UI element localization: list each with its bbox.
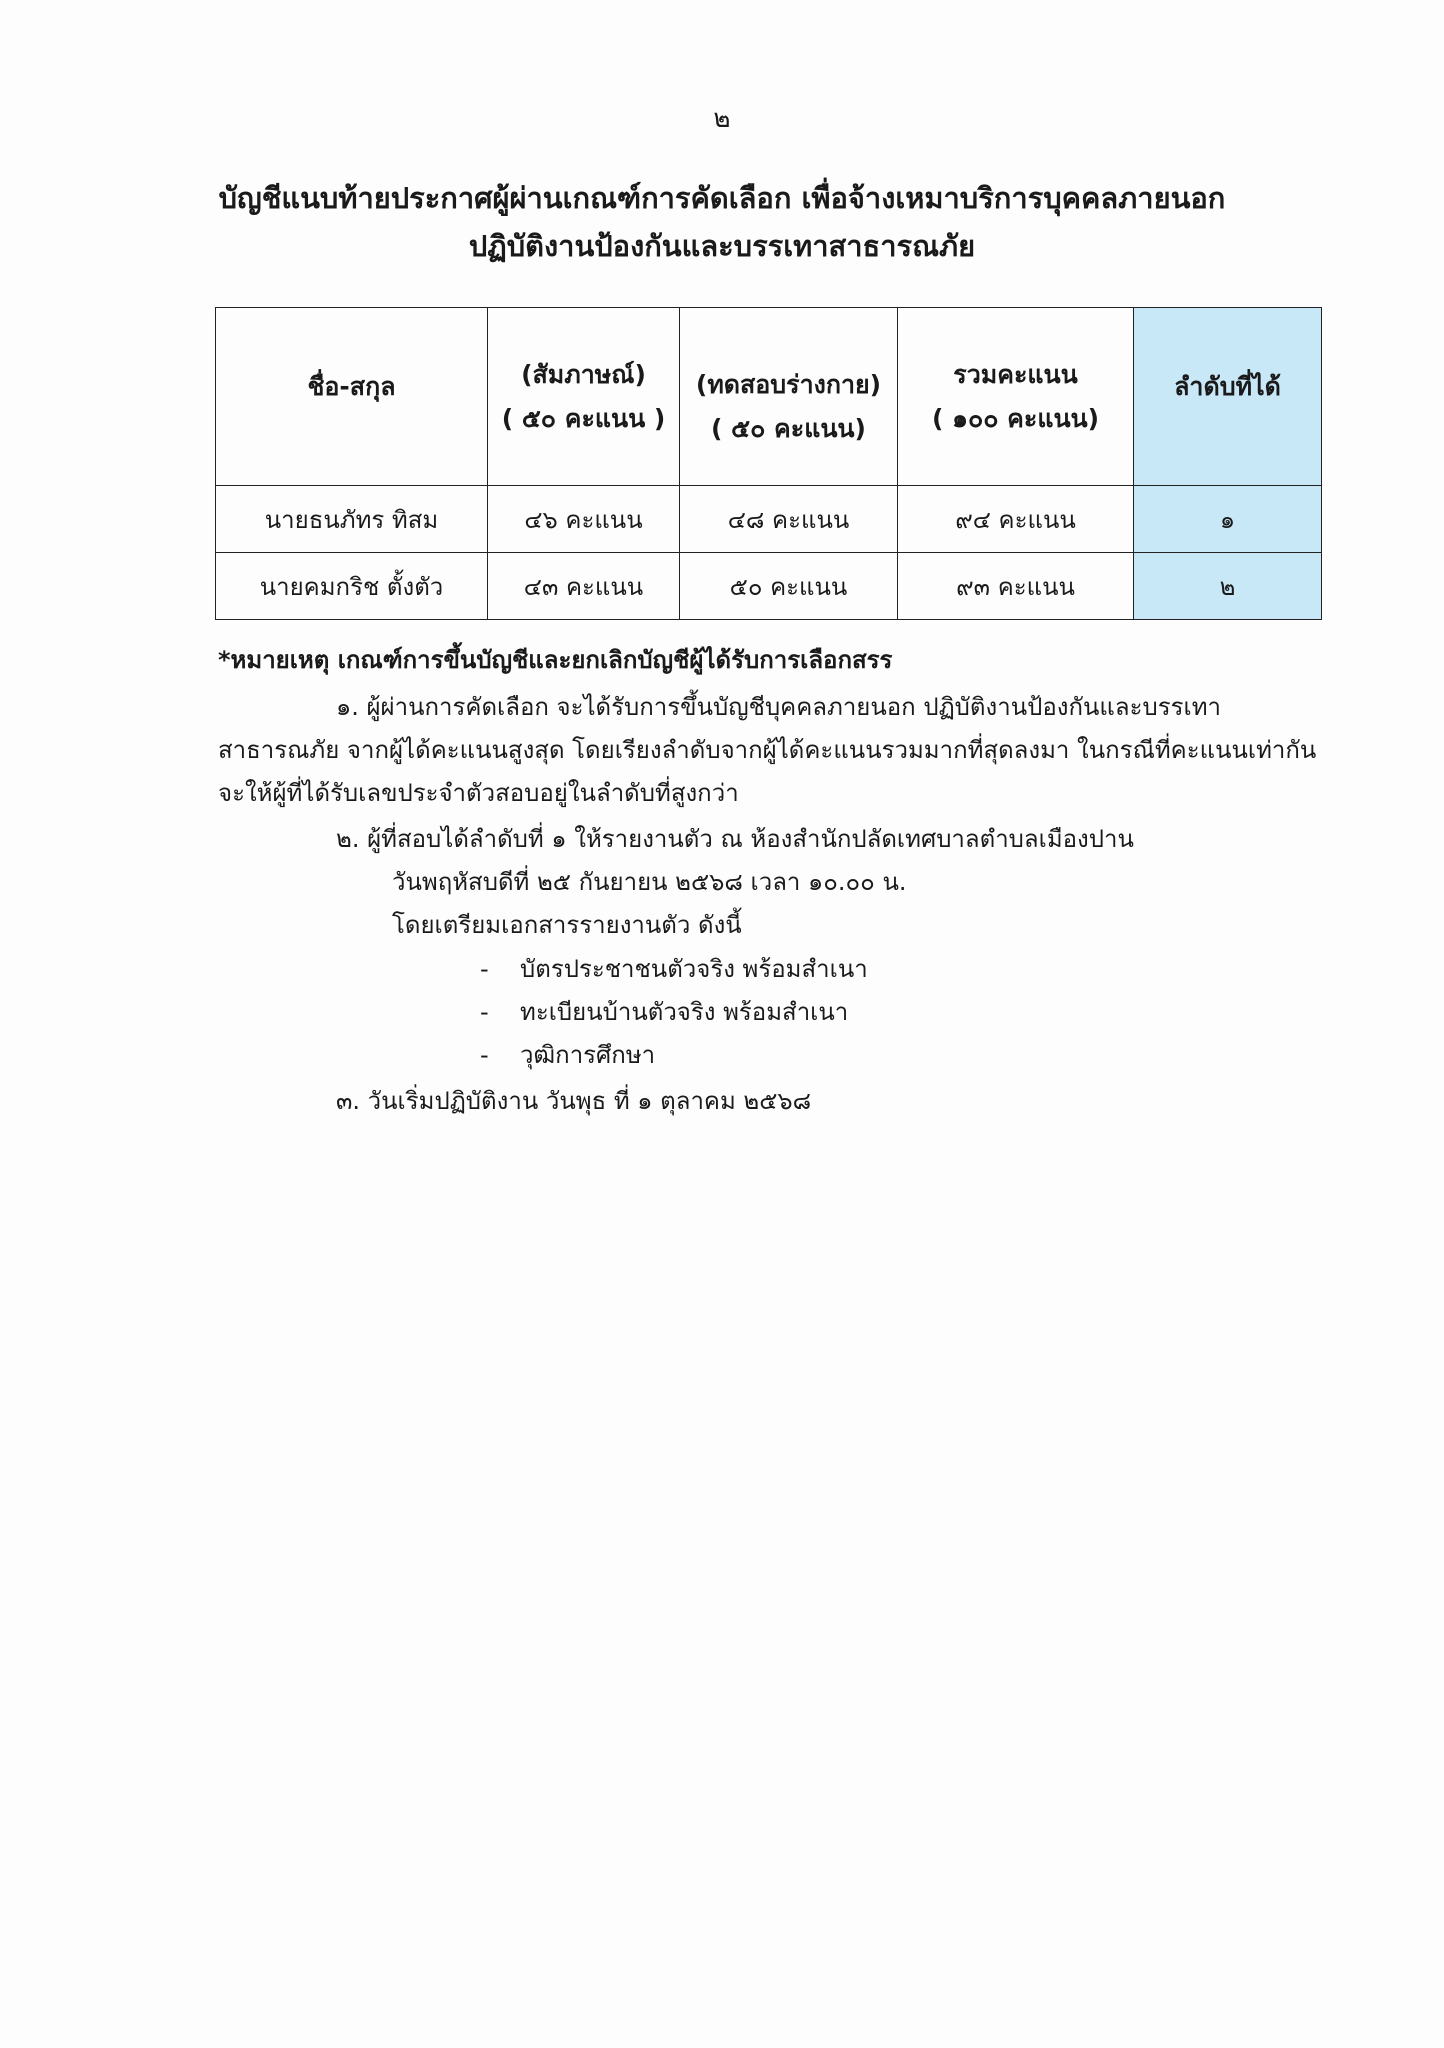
cell-physical: ๕๐ คะแนน: [680, 553, 898, 620]
document-title-line-2: ปฏิบัติงานป้องกันและบรรเทาสาธารณภัย: [468, 229, 976, 263]
list-item: [480, 1034, 868, 1077]
notes-heading: *หมายเหตุ เกณฑ์การขึ้นบัญชีและยกเลิกบัญชีผู้ได้รับการเลือกสรร: [218, 646, 893, 674]
document-item-label: บัตรประชาชนตัวจริง พร้อมสำเนา: [520, 955, 868, 983]
document-item-label: วุฒิการศึกษา: [520, 1041, 656, 1069]
header-total-points: ( ๑๐๐ คะแนน): [931, 403, 1100, 433]
required-documents-list: [480, 948, 868, 1077]
cell-interview: ๔๖ คะแนน: [488, 486, 680, 553]
header-physical-label: (ทดสอบร่างกาย): [695, 369, 882, 399]
header-total-label: รวมคะแนน: [953, 359, 1078, 389]
table-header-row: [216, 308, 1322, 486]
cell-interview: ๔๓ คะแนน: [488, 553, 680, 620]
cell-rank: ๒: [1134, 553, 1322, 620]
header-physical-points: ( ๕๐ คะแนน): [711, 413, 866, 443]
page-number: ๒: [713, 104, 731, 134]
bullet-dash: -: [480, 955, 489, 983]
document-item-label: ทะเบียนบ้านตัวจริง พร้อมสำเนา: [520, 998, 849, 1026]
note-item-1: ๑. ผู้ผ่านการคัดเลือก จะได้รับการขึ้นบัญชีบุคคลภายนอก ปฏิบัติงานป้องกันและบรรเทาสาธารณภัย จากผู้ได้คะแนนสูงสุด โดยเรียงลำดับจากผู้ได้คะแนนรวมมากที่สุดลงมา ในกรณีที่คะแนนเท่ากันจะให้ผู้ที่ได้รับเลขประจำตัวสอบอยู่ในลำดับที่สูงกว่า: [218, 693, 1317, 807]
header-interview-label: (สัมภาษณ์): [521, 359, 646, 389]
note-item-2-line-1: ๒. ผู้ที่สอบได้ลำดับที่ ๑ ให้รายงานตัว ณ ห้องสำนักปลัดเทศบาลตำบลเมืองปาน: [336, 825, 1134, 853]
document-title-line-1: บัญชีแนบท้ายประกาศผู้ผ่านเกณฑ์การคัดเลือก เพื่อจ้างเหมาบริการบุคคลภายนอก: [218, 181, 1226, 215]
cell-name: นายคมกริช ตั้งตัว: [216, 553, 488, 620]
header-total: [898, 308, 1134, 486]
note-item-3: ๓. วันเริ่มปฏิบัติงาน วันพุธ ที่ ๑ ตุลาคม ๒๕๖๘: [336, 1087, 812, 1115]
cell-total: ๙๔ คะแนน: [898, 486, 1134, 553]
list-item: [480, 991, 868, 1034]
header-rank: ลำดับที่ได้: [1134, 308, 1322, 486]
cell-physical: ๔๘ คะแนน: [680, 486, 898, 553]
bullet-dash: -: [480, 1041, 489, 1069]
cell-rank: ๑: [1134, 486, 1322, 553]
list-item: [480, 948, 868, 991]
header-interview-points: ( ๕๐ คะแนน ): [501, 403, 666, 433]
table-row: [216, 553, 1322, 620]
bullet-dash: -: [480, 998, 489, 1026]
note-item-2-line-2: วันพฤหัสบดีที่ ๒๕ กันยายน ๒๕๖๘ เวลา ๑๐.๐๐ น.: [392, 868, 907, 896]
header-interview: [488, 308, 680, 486]
cell-name: นายธนภัทร ทิสม: [216, 486, 488, 553]
header-name: ชื่อ-สกุล: [216, 308, 488, 486]
cell-total: ๙๓ คะแนน: [898, 553, 1134, 620]
table-row: [216, 486, 1322, 553]
header-physical: [680, 308, 898, 486]
results-table: [215, 307, 1322, 620]
note-item-2-line-3: โดยเตรียมเอกสารรายงานตัว ดังนี้: [392, 911, 742, 939]
note-item-2: [336, 818, 1316, 947]
